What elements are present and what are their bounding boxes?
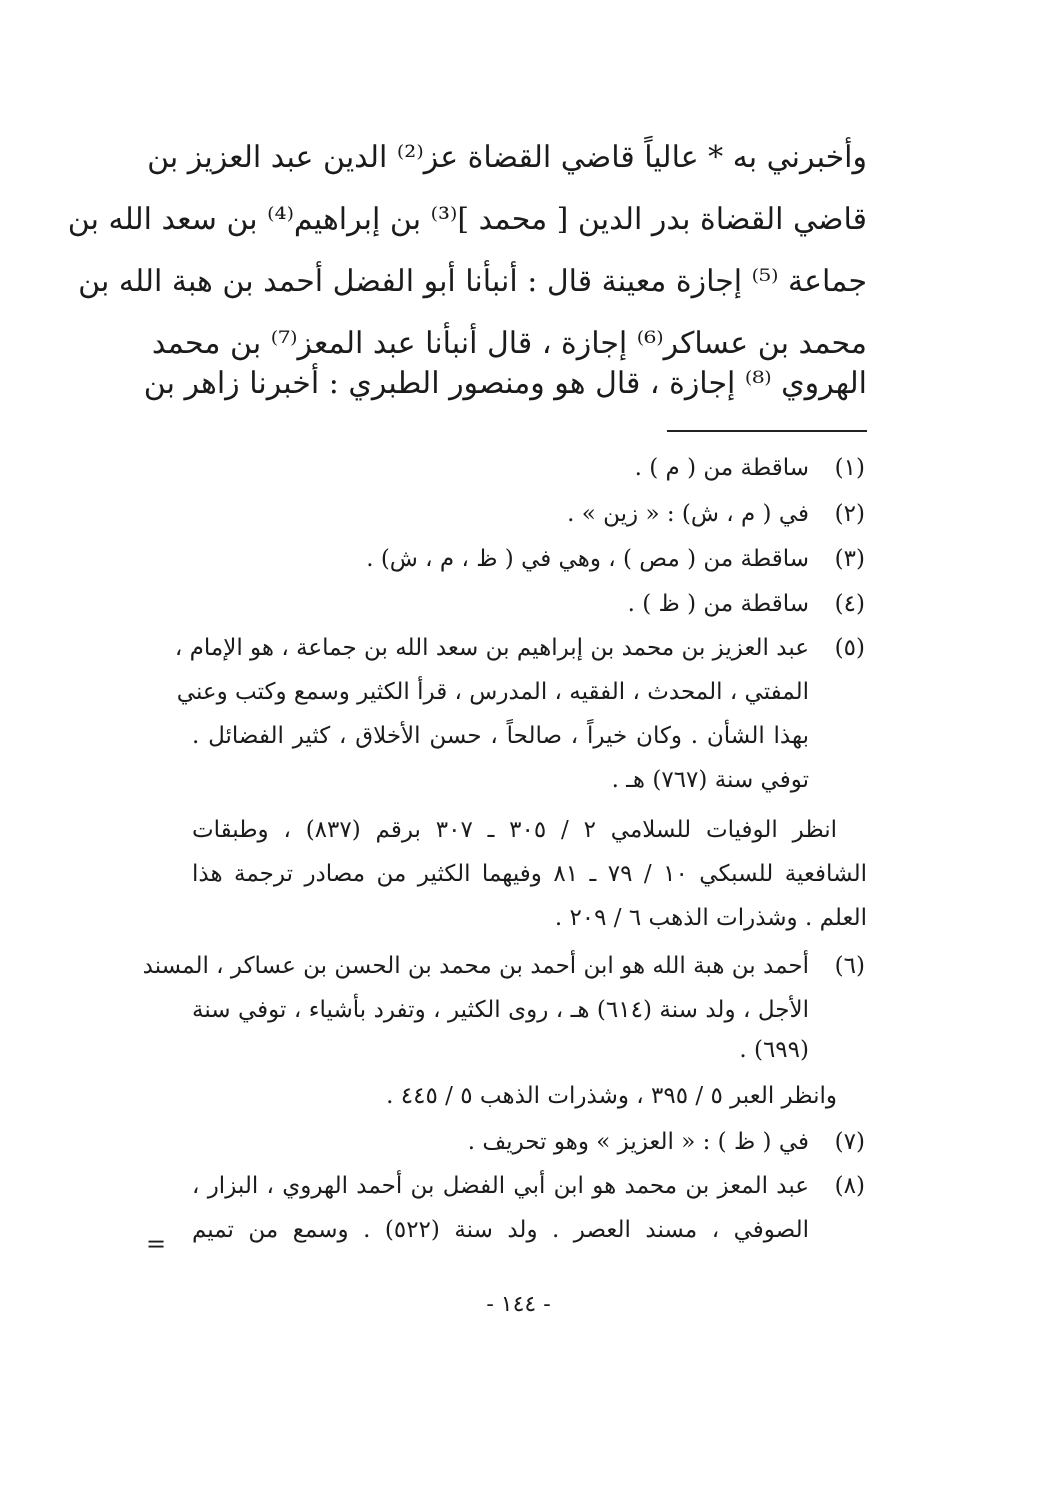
main-text-line-1: وأخبرني به * عالياً قاضي القضاة عز⁽²⁾ الدين عبد العزيز بن (147, 140, 867, 175)
page-number: - ١٤٤ - (486, 1292, 551, 1317)
footnote-6-line-1: أحمد بن هبة الله هو ابن أحمد بن محمد بن الحسن بن عساكر ، المسند (142, 953, 809, 979)
main-text-line-2: قاضي القضاة بدر الدين [ محمد ]⁽³⁾ بن إبراهيم⁽⁴⁾ بن سعد الله بن (67, 202, 867, 237)
main-text-line-5: الهروي ⁽⁸⁾ إجازة ، قال هو ومنصور الطبري : أخبرنا زاهر بن (143, 366, 867, 401)
footnote-5-line-4: توفي سنة (٧٦٧) هـ . (611, 767, 809, 793)
continuation-mark: = (146, 1230, 167, 1258)
footnote-6-line-3: (٦٩٩) . (739, 1037, 809, 1063)
footnote-5-line-2: المفتي ، المحدث ، الفقيه ، المدرس ، قرأ الكثير وسمع وكتب وعني (176, 679, 809, 705)
footnote-6-line-2: الأجل ، ولد سنة (٦١٤) هـ ، روى الكثير ، وتفرد بأشياء ، توفي سنة (192, 997, 809, 1023)
footnote-5-line-3: بهذا الشأن . وكان خيراً ، صالحاً ، حسن الأخلاق ، كثير الفضائل . (192, 723, 809, 749)
footnote-1-text: ساقطة من ( م ) . (634, 455, 809, 481)
footnote-7-number: (٧) (834, 1129, 865, 1155)
footnote-3-text: ساقطة من ( مص ) ، وهي في ( ظ ، م ، ش) . (366, 546, 809, 572)
footnote-6-number: (٦) (834, 953, 865, 979)
footnote-4-number: (٤) (834, 591, 865, 617)
main-text-line-4: محمد بن عساكر⁽⁶⁾ إجازة ، قال أنبأنا عبد المعز⁽⁷⁾ بن محمد (151, 326, 867, 361)
footnote-5-ref-1: انظر الوفيات للسلامي ٢ / ٣٠٥ ـ ٣٠٧ برقم (٨٣٧) ، وطبقات (192, 817, 837, 843)
footnote-5-number: (٥) (834, 635, 865, 661)
footnote-2-text: في ( م ، ش) : « زين » . (567, 501, 809, 527)
footnote-1-number: (١) (834, 455, 865, 481)
footnote-separator (667, 430, 867, 432)
main-text-line-3: جماعة ⁽⁵⁾ إجازة معينة قال : أنبأنا أبو الفضل أحمد بن هبة الله بن (78, 264, 867, 299)
footnote-6-ref-1: وانظر العبر ٥ / ٣٩٥ ، وشذرات الذهب ٥ / ٤٤٥ . (386, 1083, 837, 1109)
footnote-4-text: ساقطة من ( ظ ) . (627, 591, 809, 617)
footnote-3-number: (٣) (834, 546, 865, 572)
footnote-5-ref-2: الشافعية للسبكي ١٠ / ٧٩ ـ ٨١ وفيهما الكثير من مصادر ترجمة هذا (192, 861, 867, 887)
footnote-8-line-1: عبد المعز بن محمد هو ابن أبي الفضل بن أحمد الهروي ، البزار ، (192, 1173, 809, 1199)
footnote-8-line-2: الصوفي ، مسند العصر . ولد سنة (٥٢٢) . وسمع من تميم (192, 1217, 809, 1243)
footnote-8-number: (٨) (834, 1173, 865, 1199)
footnote-5-ref-3: العلم . وشذرات الذهب ٦ / ٢٠٩ . (554, 905, 867, 931)
footnote-7-text: في ( ظ ) : « العزيز » وهو تحريف . (467, 1129, 809, 1155)
footnote-5-line-1: عبد العزيز بن محمد بن إبراهيم بن سعد الله بن جماعة ، هو الإمام ، (174, 635, 809, 661)
footnote-2-number: (٢) (834, 501, 865, 527)
